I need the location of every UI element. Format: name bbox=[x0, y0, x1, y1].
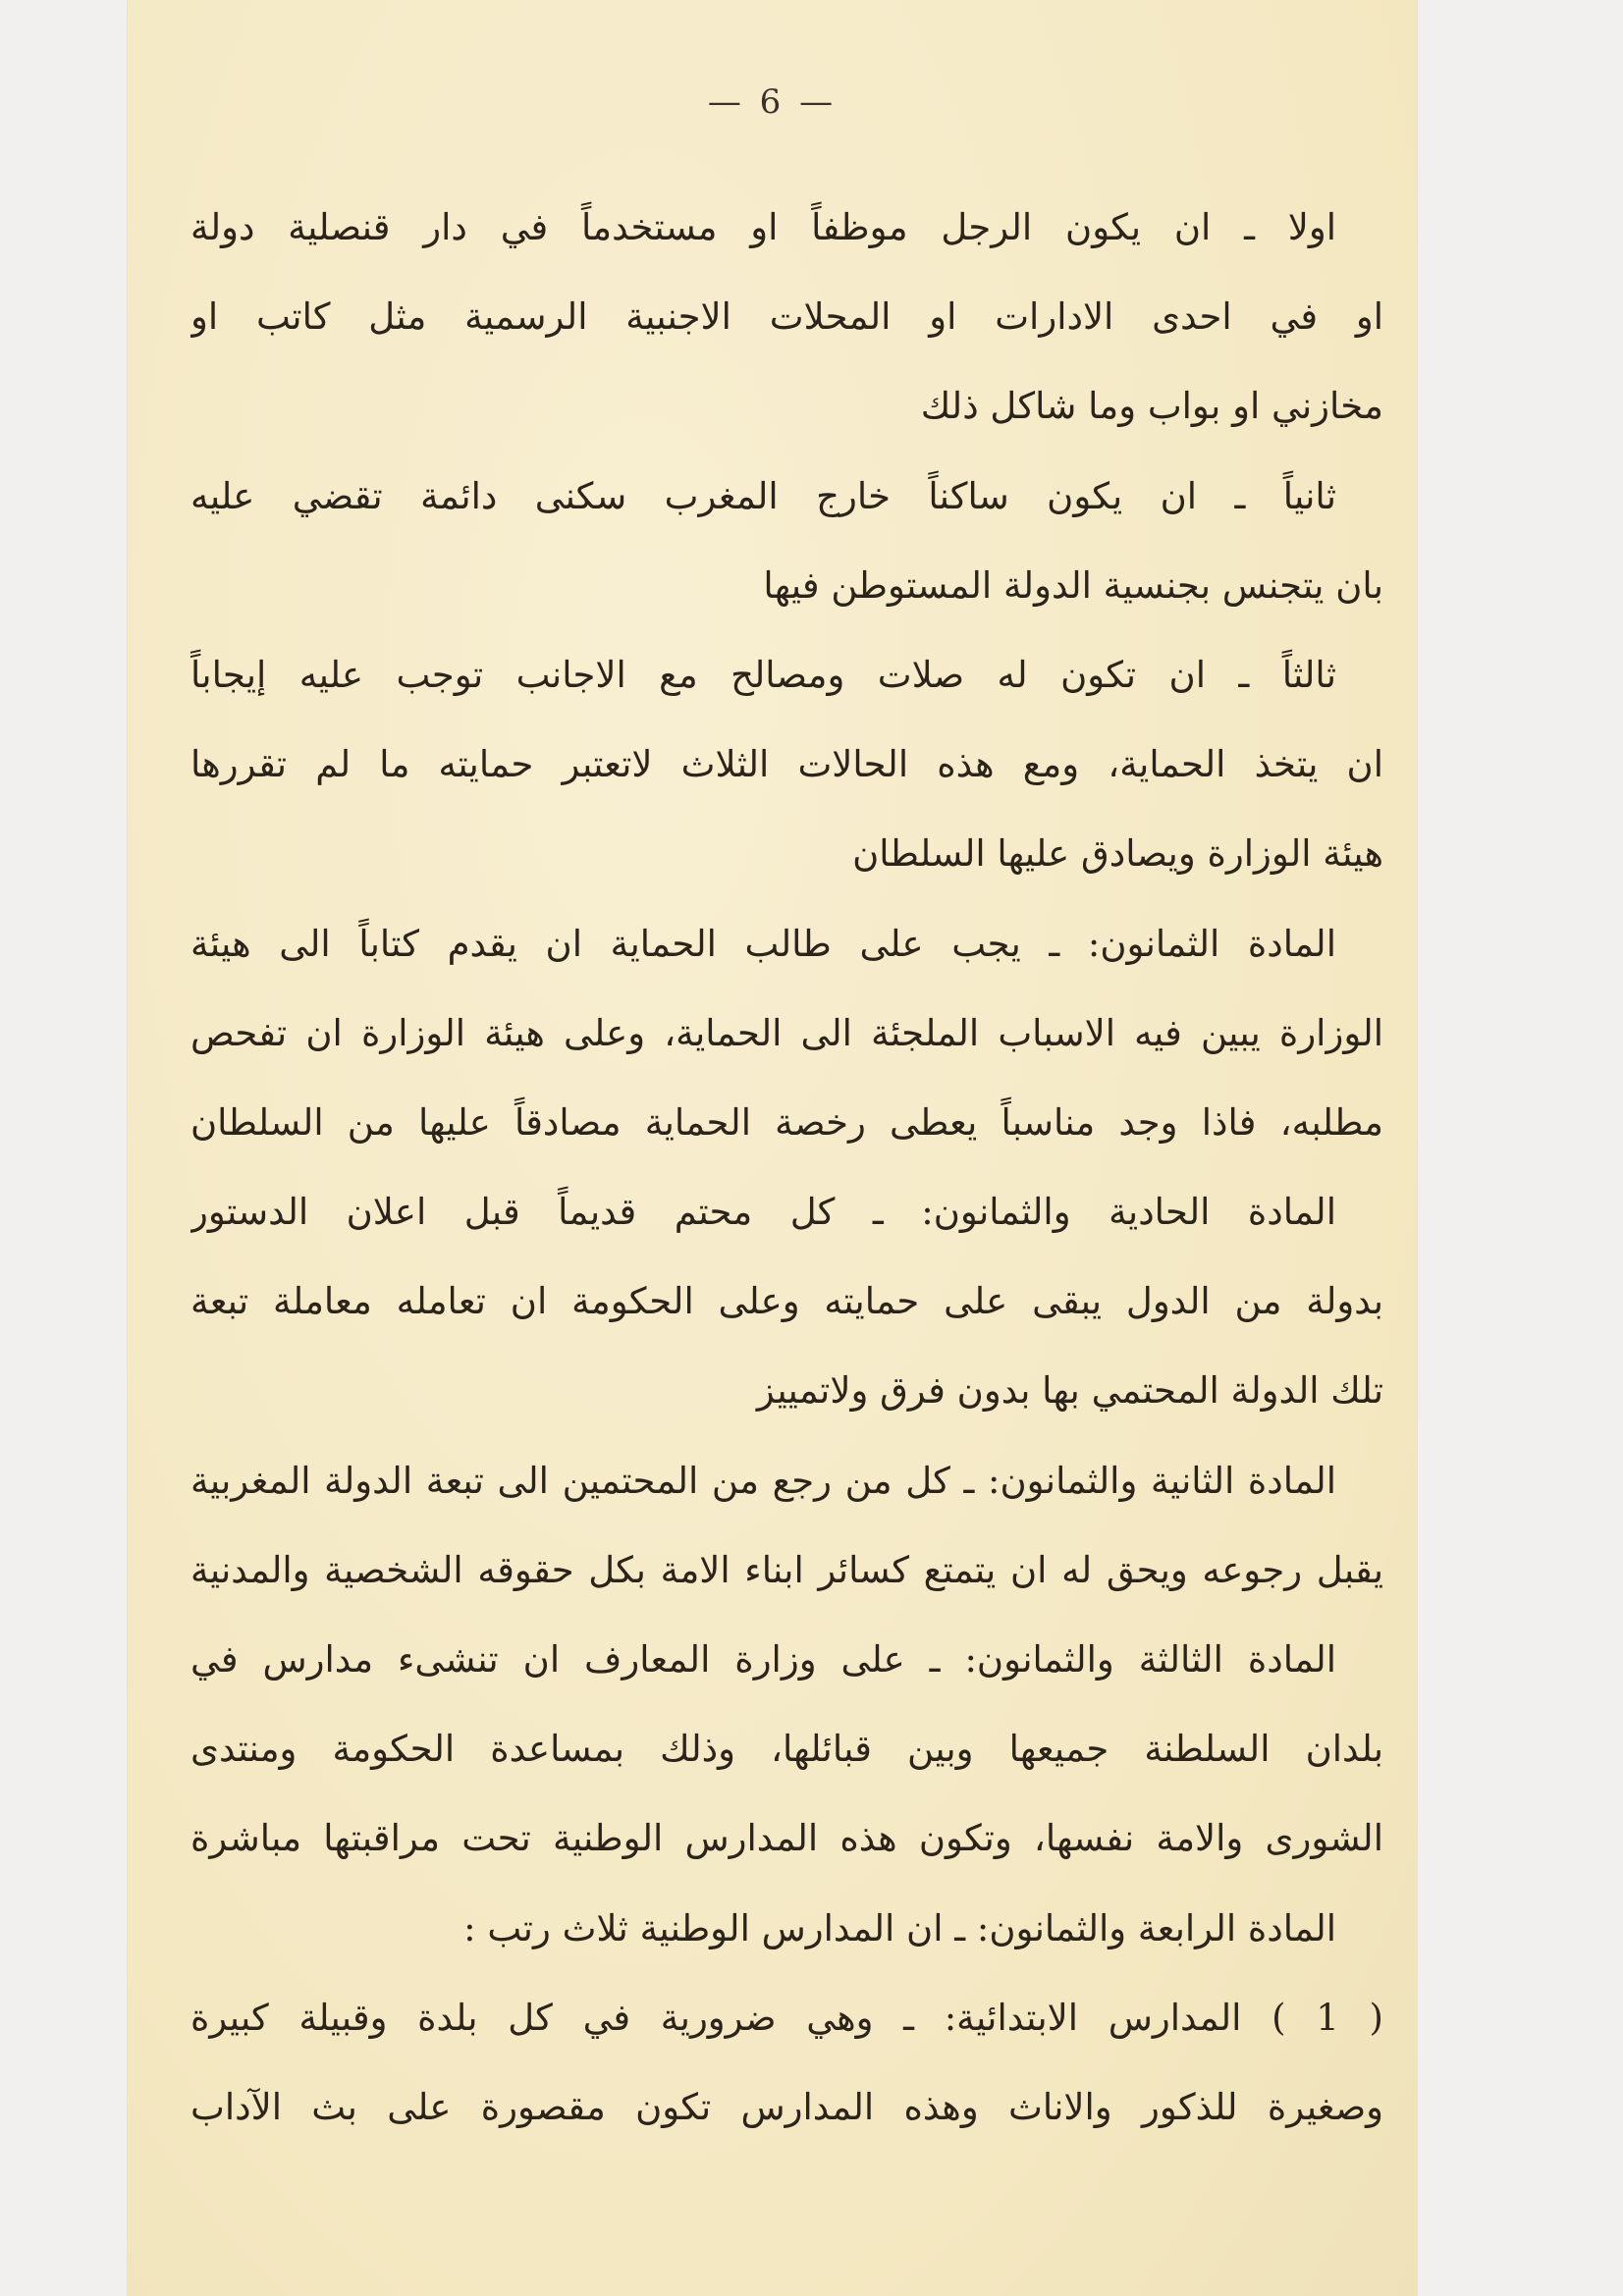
text-line: بان يتجنس بجنسية الدولة المستوطن فيها bbox=[763, 563, 1383, 607]
text-line: بدولة من الدول يبقى على حمايته وعلى الحكومة ان تعامله معاملة تبعة bbox=[190, 1280, 1383, 1323]
text-line: ان يتخذ الحماية، ومع هذه الحالات الثلاث لاتعتبر حمايته ما لم تقررها bbox=[190, 743, 1383, 786]
text-line: مخازني او بواب وما شاكل ذلك bbox=[920, 385, 1383, 428]
body-text bbox=[190, 183, 1383, 2152]
text-line: الوزارة يبين فيه الاسباب الملجئة الى الحماية، وعلى هيئة الوزارة ان تفحص bbox=[190, 1011, 1383, 1054]
text-line: وصغيرة للذكور والاناث وهذه المدارس تكون مقصورة على بث الآداب bbox=[190, 2085, 1383, 2128]
text-line: تلك الدولة المحتمي بها بدون فرق ولاتمييز bbox=[756, 1369, 1383, 1413]
text-line: يقبل رجوعه ويحق له ان يتمتع كسائر ابناء الامة بكل حقوقه الشخصية والمدنية bbox=[190, 1548, 1383, 1591]
text-line: اولا ـ ان يكون الرجل موظفاً او مستخدماً في دار قنصلية دولة bbox=[190, 206, 1336, 248]
text-line: المادة الرابعة والثمانون: ـ ان المدارس الوطنية ثلاث رتب : bbox=[463, 1906, 1336, 1949]
document-page bbox=[128, 0, 1417, 2296]
text-line: المادة الحادية والثمانون: ـ كل محتم قديماً قبل اعلان الدستور bbox=[190, 1191, 1336, 1234]
text-line: ( 1 ) المدارس الابتدائية: ـ وهي ضرورية في كل بلدة وقبيلة كبيرة bbox=[190, 1996, 1383, 2039]
page-number: — 6 — bbox=[707, 82, 838, 122]
text-line: بلدان السلطنة جميعها وبين قبائلها، وذلك بمساعدة الحكومة ومنتدى bbox=[190, 1728, 1383, 1771]
text-line: المادة الثمانون: ـ يجب على طالب الحماية ان يقدم كتاباً الى هيئة bbox=[190, 922, 1336, 965]
text-line: هيئة الوزارة ويصادق عليها السلطان bbox=[852, 832, 1383, 876]
text-line: ثالثاً ـ ان تكون له صلات ومصالح مع الاجانب توجب عليه إيجاباً bbox=[190, 653, 1336, 696]
text-line: الشورى والامة نفسها، وتكون هذه المدارس الوطنية تحت مراقبتها مباشرة bbox=[190, 1817, 1383, 1860]
text-line: المادة الثالثة والثمانون: ـ على وزارة المعارف ان تنشىء مدارس في bbox=[190, 1638, 1336, 1681]
text-line: المادة الثانية والثمانون: ـ كل من رجع من المحتمين الى تبعة الدولة المغربية bbox=[190, 1459, 1336, 1502]
text-line: ثانياً ـ ان يكون ساكناً خارج المغرب سكنى دائمة تقضي عليه bbox=[190, 474, 1336, 517]
text-line: مطلبه، فاذا وجد مناسباً يعطى رخصة الحماية مصادقاً عليها من السلطان bbox=[190, 1100, 1383, 1144]
text-line: او في احدى الادارات او المحلات الاجنبية الرسمية مثل كاتب او bbox=[190, 295, 1383, 339]
